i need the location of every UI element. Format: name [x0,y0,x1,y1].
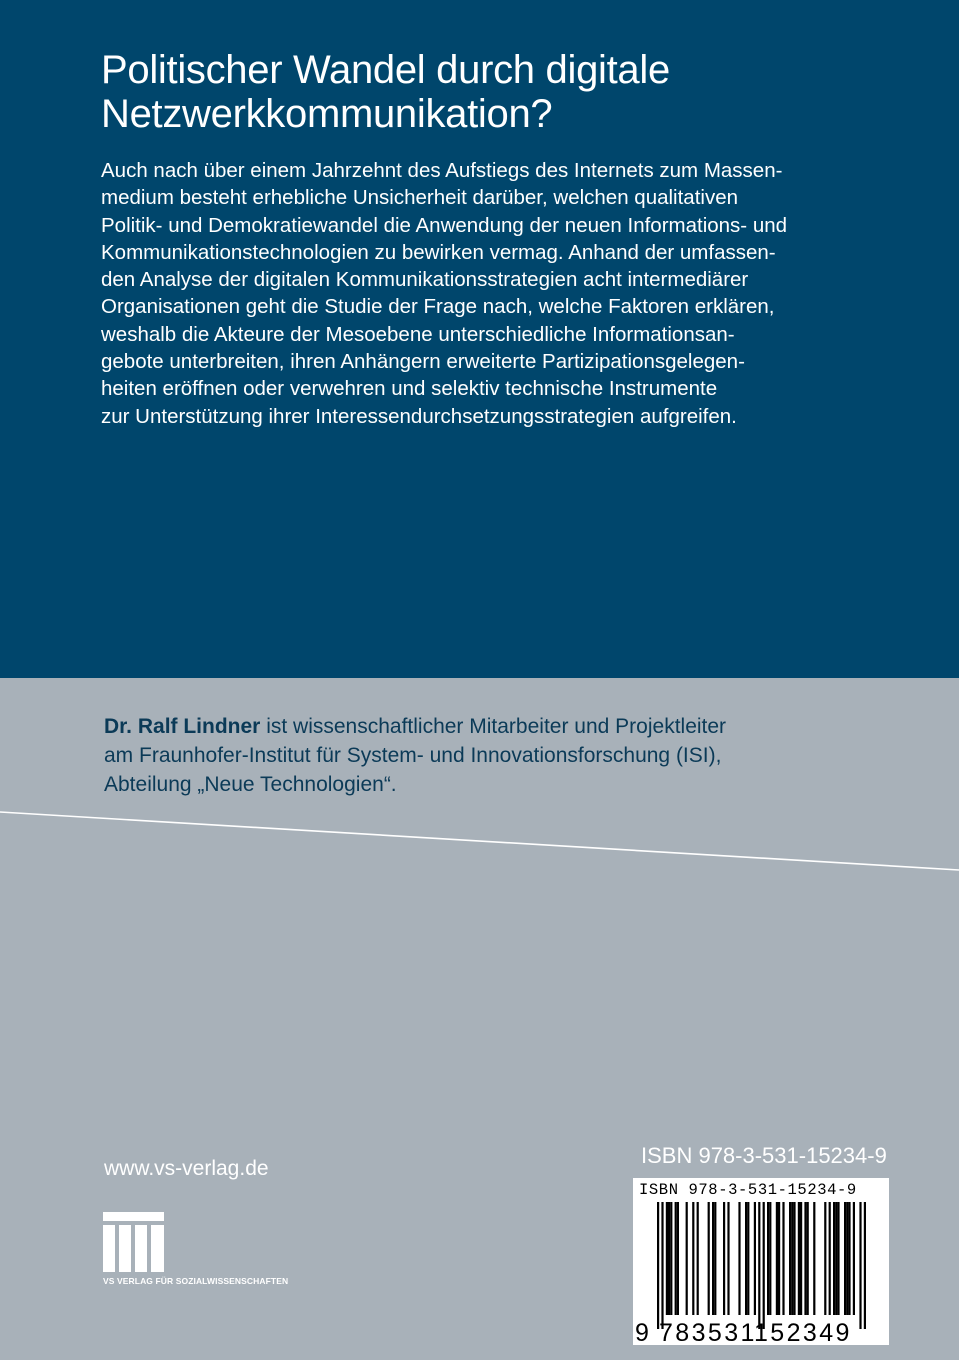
description-line: zur Unterstützung ihrer Interessendurchsetzungsstrategien aufgreifen. [101,404,737,428]
logo-column [119,1225,131,1272]
book-title [101,48,921,136]
divider-stroke [0,812,959,870]
barcode-bar [813,1202,815,1315]
book-description [101,157,901,430]
description-line: Organisationen geht die Studie der Frage nach, welche Faktoren erklären, [101,295,775,319]
description-line: heiten eröffnen oder verwehren und selektiv technische Instrumente [101,377,718,401]
barcode-digit-group-left: 783531 [659,1319,757,1347]
barcode-bar [853,1202,855,1315]
barcode-bar [677,1202,679,1315]
author-bio-line: Abteilung „Neue Technologien“. [104,773,397,796]
barcode-bar [778,1202,780,1315]
author-bio-line: am Fraunhofer-Institut für System- und Innovationsforschung (ISI), [104,744,722,767]
barcode-bar [833,1202,835,1315]
barcode-bar [859,1202,861,1329]
isbn-label: ISBN 978-3-531-15234-9 [641,1143,887,1168]
barcode-bar [686,1202,688,1315]
barcode [633,1178,889,1345]
publisher-logo-icon [103,1212,165,1272]
barcode-bar [727,1202,729,1315]
logo-column [151,1225,164,1272]
barcode-bar [782,1202,784,1315]
author-bio [104,712,904,799]
barcode-bar [697,1202,699,1315]
barcode-bar [747,1202,749,1315]
author-name: Dr. Ralf Lindner [104,715,261,738]
description-line: gebote unterbreiten, ihren Anhängern erweiterte Partizipationsgelegen- [101,350,745,374]
diagonal-divider-line [0,800,959,880]
title-line: Politischer Wandel durch digitale [101,48,670,92]
barcode-bar [712,1202,714,1315]
description-line: medium besteht erhebliche Unsicherheit darüber, welchen qualitativen [101,186,739,210]
barcode-bar [837,1202,839,1315]
barcode-digit-first: 9 [635,1319,649,1347]
description-line: den Analyse der digitalen Kommunikationsstrategien acht intermediärer [101,268,749,292]
barcode-bar [714,1202,716,1315]
description-line: Auch nach über einem Jahrzehnt des Aufstiegs des Internets zum Massen- [101,159,783,182]
barcode-bar [807,1202,809,1315]
barcode-bar [758,1202,760,1329]
barcode-bar [864,1202,866,1329]
barcode-bar [754,1202,756,1315]
description-line: weshalb die Akteure der Mesoebene unterschiedliche Informationsan- [101,322,735,346]
barcode-bar [675,1202,677,1315]
barcode-isbn-text: ISBN 978-3-531-15234-9 [639,1181,857,1199]
publisher-url[interactable]: www.vs-verlag.de [104,1157,269,1180]
barcode-bar [835,1202,837,1315]
barcode-bar [668,1202,670,1315]
description-line: Politik- und Demokratiewandel die Anwendung der neuen Informations- und [101,213,788,237]
barcode-bar [670,1202,672,1315]
barcode-bar [793,1202,795,1315]
logo-column [135,1225,147,1272]
logo-column [103,1225,115,1272]
description-line: Kommunikationstechnologien zu bewirken vermag. Anhand der umfassen- [101,240,776,264]
barcode-bar [800,1202,802,1315]
barcode-bar [798,1202,800,1315]
barcode-bar [824,1202,826,1315]
title-line: Netzwerkkommunikation? [101,92,553,136]
publisher-logo-text: VS VERLAG FÜR SOZIALWISSENSCHAFTEN [103,1276,289,1286]
barcode-bar [791,1202,793,1315]
author-bio-text: ist wissenschaftlicher Mitarbeiter und Projektleiter [260,715,727,738]
barcode-digit-group-right: 152349 [754,1319,852,1347]
barcode-bar [769,1202,771,1315]
barcode-bar [661,1202,663,1329]
barcode-bar [708,1202,710,1315]
barcode-bar [804,1202,806,1315]
barcode-bar [738,1202,740,1315]
barcode-bar [723,1202,725,1315]
barcode-bar [829,1202,831,1315]
barcode-bar [763,1202,765,1329]
barcode-bar [657,1202,659,1329]
barcode-bar [846,1202,848,1315]
barcode-bar [848,1202,850,1315]
logo-bar [103,1212,164,1221]
barcode-bar [692,1202,694,1315]
author-bio-line [104,712,904,741]
barcode-bar [745,1202,747,1315]
barcode-bar [844,1202,846,1315]
barcode-bar [666,1202,668,1315]
barcode-bar [767,1202,769,1315]
barcode-bar [789,1202,791,1315]
barcode-bar [776,1202,778,1315]
cover-top-panel [0,0,959,678]
